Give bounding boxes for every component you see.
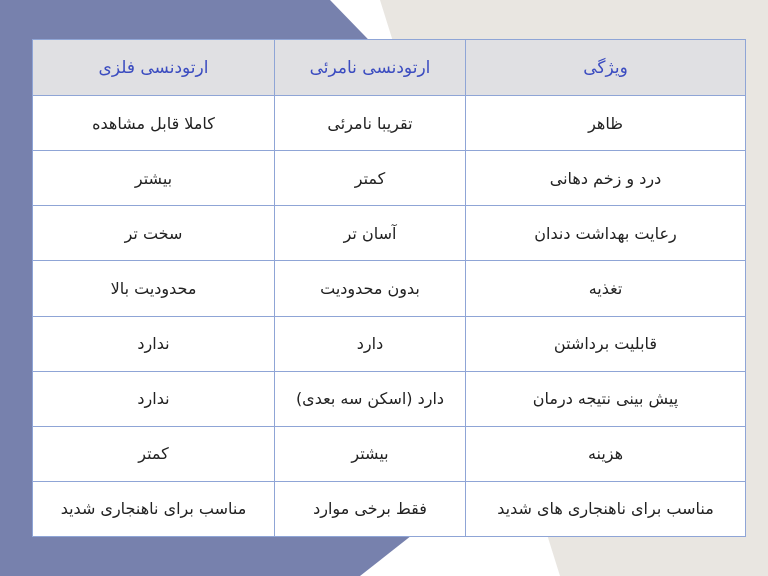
table-header-row: [33, 40, 746, 96]
table-cell-invisible: بیشتر: [275, 426, 466, 481]
table-row: [33, 261, 746, 316]
table-row: [33, 316, 746, 371]
table-cell-feature: درد و زخم دهانی: [466, 151, 746, 206]
table-row: [33, 481, 746, 536]
table-cell-invisible: کمتر: [275, 151, 466, 206]
table-row: [33, 206, 746, 261]
table-cell-invisible: آسان تر: [275, 206, 466, 261]
table-cell-metal: محدودیت بالا: [33, 261, 275, 316]
table-row: [33, 151, 746, 206]
table-cell-feature: رعایت بهداشت دندان: [466, 206, 746, 261]
comparison-table: [32, 39, 746, 537]
table-cell-metal: کمتر: [33, 426, 275, 481]
header-metal-orthodontics: ارتودنسی فلزی: [33, 40, 275, 96]
table-cell-feature: مناسب برای ناهنجاری های شدید: [466, 481, 746, 536]
table-cell-metal: سخت تر: [33, 206, 275, 261]
table-cell-invisible: دارد: [275, 316, 466, 371]
table-cell-feature: تغذیه: [466, 261, 746, 316]
header-invisible-orthodontics: ارتودنسی نامرئی: [275, 40, 466, 96]
table-cell-metal: ندارد: [33, 371, 275, 426]
table-cell-feature: پیش بینی نتیجه درمان: [466, 371, 746, 426]
table-cell-feature: قابلیت برداشتن: [466, 316, 746, 371]
table-cell-invisible: فقط برخی موارد: [275, 481, 466, 536]
table-row: [33, 371, 746, 426]
table-cell-feature: ظاهر: [466, 96, 746, 151]
table-cell-invisible: دارد (اسکن سه بعدی): [275, 371, 466, 426]
table-cell-metal: ندارد: [33, 316, 275, 371]
table-cell-metal: کاملا قابل مشاهده: [33, 96, 275, 151]
table-cell-invisible: بدون محدودیت: [275, 261, 466, 316]
table-row: [33, 96, 746, 151]
table-cell-metal: بیشتر: [33, 151, 275, 206]
table-cell-feature: هزینه: [466, 426, 746, 481]
header-feature: ویژگی: [466, 40, 746, 96]
table-cell-invisible: تقریبا نامرئی: [275, 96, 466, 151]
table-row: [33, 426, 746, 481]
table-cell-metal: مناسب برای ناهنجاری شدید: [33, 481, 275, 536]
comparison-table-container: [32, 39, 745, 537]
